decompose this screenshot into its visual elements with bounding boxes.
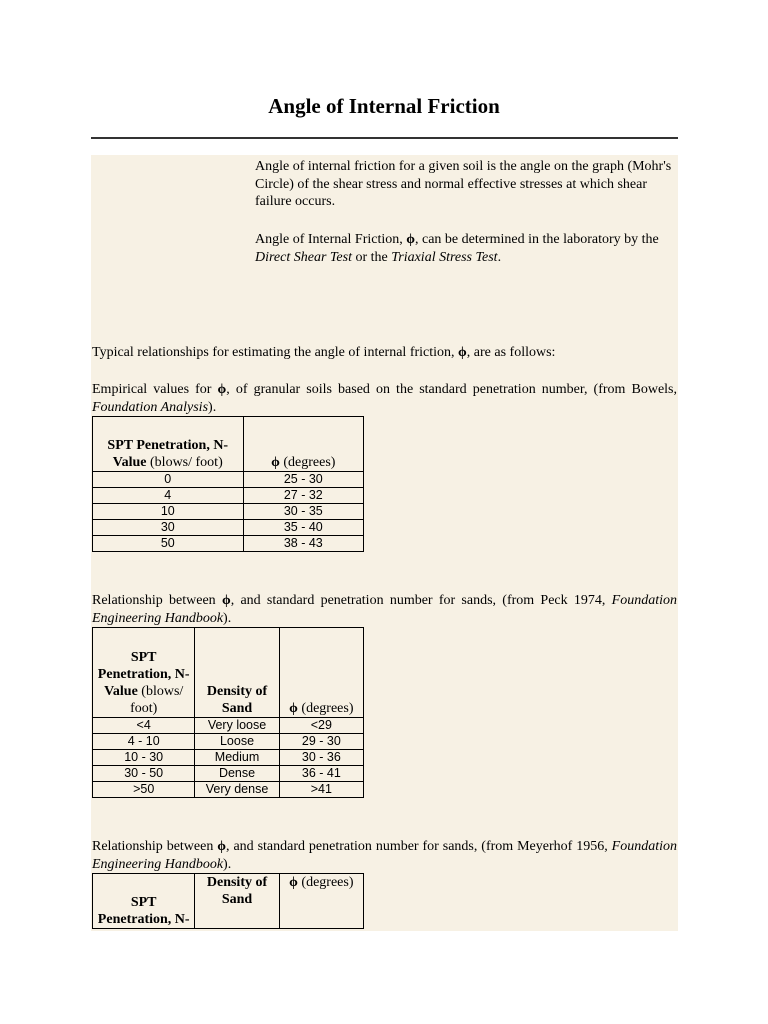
table-row	[93, 782, 364, 798]
typical-relationships-text: Typical relationships for estimating the angle of internal friction, ϕ, are as follows:	[92, 345, 556, 360]
section1-description: Empirical values for ϕ, of granular soils based on the standard penetration number, (from Bowels, Foundation Analysis).	[92, 382, 677, 415]
table-cell: 29 - 30	[279, 734, 363, 750]
table-cell: 30 - 35	[243, 504, 363, 520]
table-row	[93, 734, 364, 750]
table-cell: 0	[93, 472, 244, 488]
table-cell: Very loose	[195, 718, 279, 734]
header-spt: SPT Penetration, N-Value (blows/ foot)	[93, 628, 195, 718]
table-cell: 10 - 30	[93, 750, 195, 766]
table-cell: >50	[93, 782, 195, 798]
table-row	[93, 536, 364, 552]
table-cell: Medium	[195, 750, 279, 766]
table-row	[93, 766, 364, 782]
table-cell: 10	[93, 504, 244, 520]
direct-shear-test-ref: Direct Shear Test	[255, 249, 352, 265]
table-row	[93, 520, 364, 536]
header-phi: ϕ (degrees)	[279, 628, 363, 718]
table-cell: 35 - 40	[243, 520, 363, 536]
intro-paragraph-1: Angle of internal friction for a given soil is the angle on the graph (Mohr's Circle) of the shear stress and normal effective stresses at which shear failure occurs.	[255, 159, 672, 209]
phi-symbol: ϕ	[406, 232, 415, 247]
table-cell: Loose	[195, 734, 279, 750]
spt-peck-table	[92, 627, 364, 798]
table-cell: Dense	[195, 766, 279, 782]
triaxial-stress-test-ref: Triaxial Stress Test	[391, 249, 498, 265]
page-title: Angle of Internal Friction	[268, 94, 500, 118]
table-cell: Very dense	[195, 782, 279, 798]
table-row	[93, 488, 364, 504]
table-cell: 4 - 10	[93, 734, 195, 750]
section2-description: Relationship between ϕ, and standard penetration number for sands, (from Peck 1974, Foundation Engineering Handbook).	[92, 593, 678, 626]
header-spt: SPT Penetration, N-	[93, 874, 195, 929]
table-cell: >41	[279, 782, 363, 798]
table-row	[93, 472, 364, 488]
header-spt: SPT Penetration, N-Value (blows/ foot)	[93, 417, 244, 472]
table-cell: 30	[93, 520, 244, 536]
table-cell: 38 - 43	[243, 536, 363, 552]
section3-description: Relationship between ϕ, and standard penetration number for sands, (from Meyerhof 1956, Foundation Engineering Handbook).	[92, 839, 677, 872]
spt-meyerhof-table	[92, 873, 364, 929]
table-cell: 50	[93, 536, 244, 552]
table-row	[93, 718, 364, 734]
table-cell: 25 - 30	[243, 472, 363, 488]
table-cell: 30 - 50	[93, 766, 195, 782]
header-density: Density of Sand	[195, 874, 279, 929]
table-cell: <4	[93, 718, 195, 734]
header-phi: ϕ (degrees)	[279, 874, 363, 929]
table-cell: <29	[279, 718, 363, 734]
header-density: Density of Sand	[195, 628, 279, 718]
table-cell: 30 - 36	[279, 750, 363, 766]
table-cell: 4	[93, 488, 244, 504]
table-cell: 36 - 41	[279, 766, 363, 782]
title-divider	[91, 137, 678, 139]
spt-bowels-table	[92, 416, 364, 552]
intro-paragraph-2: Angle of Internal Friction, ϕ, can be determined in the laboratory by the Direct Shear Test or the Triaxial Stress Test.	[255, 232, 659, 265]
table-cell: 27 - 32	[243, 488, 363, 504]
header-phi: ϕ (degrees)	[243, 417, 363, 472]
table-row	[93, 750, 364, 766]
table-row	[93, 504, 364, 520]
